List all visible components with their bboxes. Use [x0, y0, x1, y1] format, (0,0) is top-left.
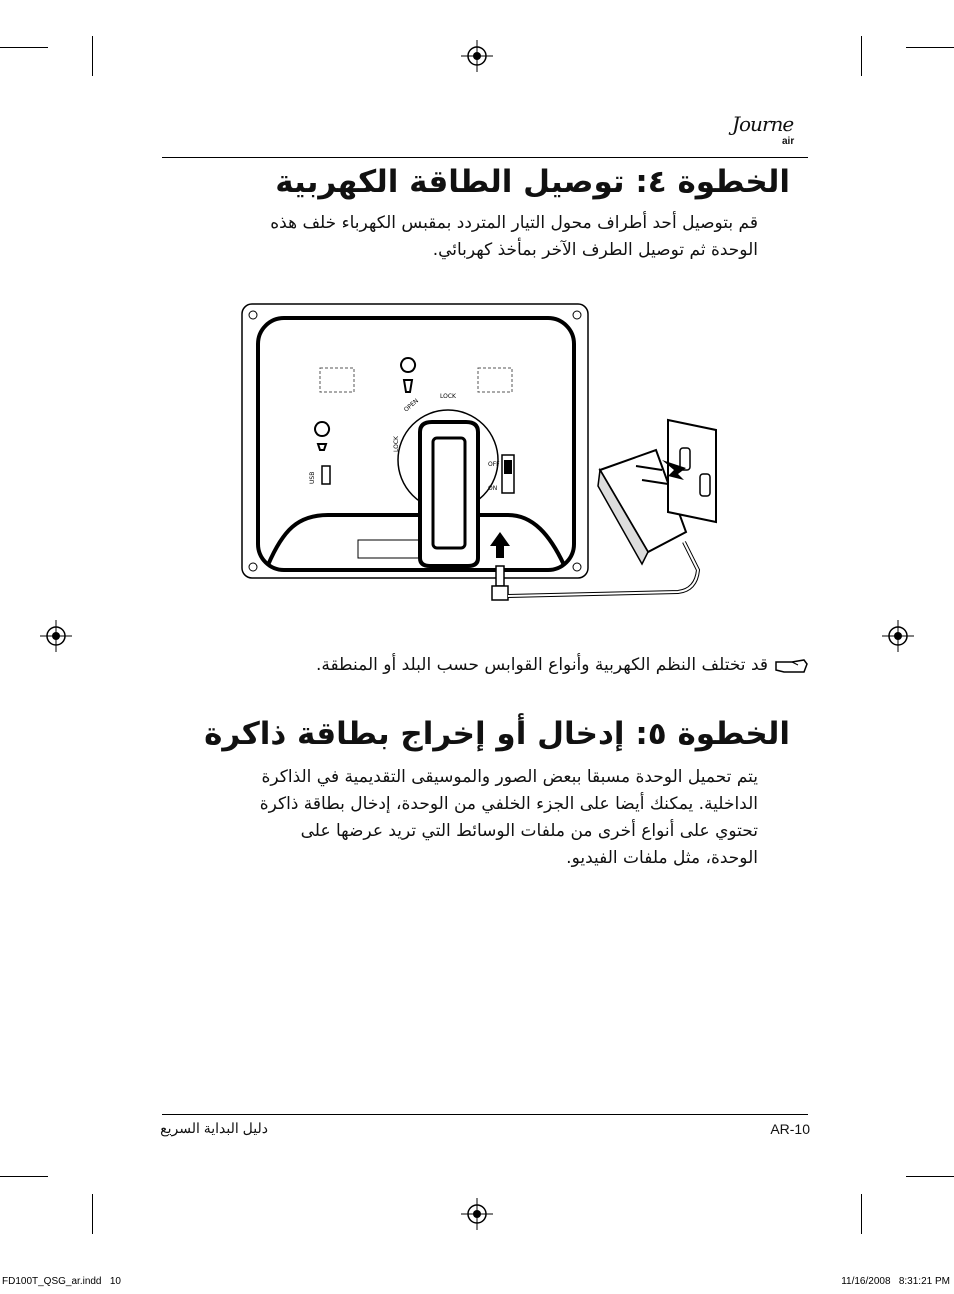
switch-on-label: ON — [488, 485, 498, 492]
open-label: OPEN — [402, 397, 421, 414]
lock-left-label: LOCK — [393, 436, 400, 452]
switch-off-label: OFF — [488, 461, 500, 468]
frame-outer — [242, 304, 588, 578]
slug-file: FD100T_QSG_ar.indd 10 — [2, 1276, 121, 1287]
footer-page-number: AR-10 — [770, 1121, 810, 1137]
crop-mark — [861, 1194, 862, 1234]
footer-guide-title: دليل البداية السريع — [160, 1120, 268, 1136]
step4-title: الخطوة ٤: توصيل الطاقة الكهربية — [275, 164, 790, 200]
step4-line: الوحدة ثم توصيل الطرف الآخر بمأخذ كهربائي. — [432, 240, 758, 260]
slug-datetime: 11/16/2008 8:31:21 PM — [841, 1276, 950, 1287]
dc-plug — [496, 566, 504, 586]
usb-label: USB — [309, 471, 316, 484]
step5-body — [160, 764, 758, 872]
crop-mark — [92, 1194, 93, 1234]
registration-mark-icon — [461, 1198, 493, 1230]
step5-line: الداخلية. يمكنك أيضا على الجزء الخلفي من الوحدة، إدخال بطاقة ذاكرة — [259, 794, 758, 814]
step4-line: قم بتوصيل أحد أطراف محول التيار المتردد بمقبس الكهرباء خلف هذه — [270, 213, 758, 233]
footer-rule — [162, 1114, 808, 1115]
hand-pointer-icon — [774, 656, 810, 676]
stand — [420, 422, 478, 566]
brand-logo — [730, 112, 810, 152]
registration-mark-icon — [882, 620, 914, 652]
crop-mark — [861, 36, 862, 76]
registration-mark-icon — [40, 620, 72, 652]
crop-mark — [0, 1176, 48, 1177]
brand-logo-sub: air — [782, 136, 795, 147]
lock-top-label: LOCK — [440, 393, 456, 400]
brand-logo-script: Journe — [732, 112, 794, 136]
crop-mark — [92, 36, 93, 76]
step5-line: الوحدة، مثل ملفات الفيديو. — [566, 848, 758, 868]
crop-mark — [906, 1176, 954, 1177]
registration-mark-icon — [461, 40, 493, 72]
header-rule — [162, 157, 808, 158]
crop-mark — [0, 47, 48, 48]
frame-power-illustration — [238, 300, 718, 610]
note-text: قد تختلف النظم الكهربية وأنواع القوابس حسب البلد أو المنطقة. — [315, 655, 768, 675]
step5-title: الخطوة ٥: إدخال أو إخراج بطاقة ذاكرة — [204, 716, 790, 752]
step5-line: يتم تحميل الوحدة مسبقا ببعض الصور والموسيقى التقديمية في الذاكرة — [261, 767, 758, 787]
step4-body — [160, 210, 758, 264]
crop-mark — [906, 47, 954, 48]
note-row — [160, 652, 810, 679]
step5-line: تحتوي على أنواع أخرى من ملفات الوسائط التي تريد عرضها على — [300, 821, 758, 841]
